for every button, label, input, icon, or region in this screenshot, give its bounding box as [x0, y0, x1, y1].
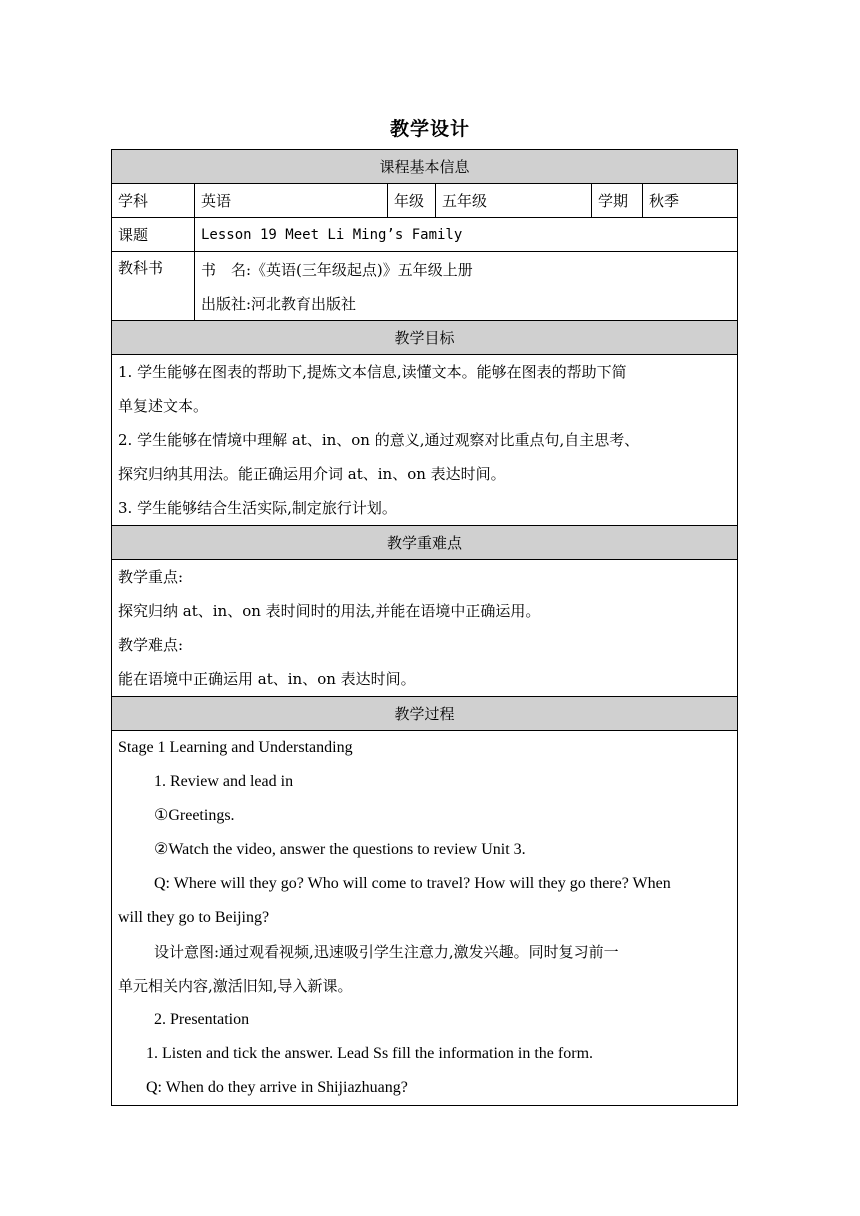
difficulty-heading: 教学难点:	[118, 636, 184, 654]
textbook-publisher: 出版社:河北教育出版社	[201, 295, 357, 313]
objective-line: 2. 学生能够在情境中理解 at、in、on 的意义,通过观察对比重点句,自主思考、	[118, 431, 640, 449]
process-cell	[112, 731, 738, 1106]
objective-line: 探究归纳其用法。能正确运用介词 at、in、on 表达时间。	[118, 465, 506, 483]
key-point-heading: 教学重点:	[118, 568, 184, 586]
difficulty-text: 能在语境中正确运用 at、in、on 表达时间。	[118, 670, 416, 688]
stage-heading: Stage 1 Learning and Understanding	[118, 739, 353, 756]
objective-line: 3. 学生能够结合生活实际,制定旅行计划。	[118, 499, 397, 517]
section-header-process: 教学过程	[112, 697, 738, 731]
listen-line: 1. Listen and tick the answer. Lead Ss fill the information in the form.	[146, 1045, 594, 1062]
step-presentation: 2. Presentation	[154, 1011, 250, 1028]
term-label: 学期	[592, 184, 643, 218]
grade-label: 年级	[388, 184, 436, 218]
design-intent-cont: 单元相关内容,激活旧知,导入新课。	[118, 977, 353, 995]
key-points-cell	[112, 560, 738, 697]
key-point-text: 探究归纳 at、in、on 表时间时的用法,并能在语境中正确运用。	[118, 602, 541, 620]
video-line: ②Watch the video, answer the questions to review Unit 3.	[154, 841, 526, 858]
objective-line: 1. 学生能够在图表的帮助下,提炼文本信息,读懂文本。能够在图表的帮助下简	[118, 363, 627, 381]
section-header-key-points: 教学重难点	[112, 526, 738, 560]
lesson-plan-table	[111, 149, 738, 1106]
question-line-cont: will they go to Beijing?	[118, 909, 270, 926]
topic-value: Lesson 19 Meet Li Ming’s Family	[195, 218, 738, 252]
objective-line: 单复述文本。	[118, 397, 209, 415]
arrival-question: Q: When do they arrive in Shijiazhuang?	[146, 1079, 408, 1096]
subject-value: 英语	[195, 184, 388, 218]
subject-label: 学科	[112, 184, 195, 218]
topic-label: 课题	[112, 218, 195, 252]
question-line: Q: Where will they go? Who will come to travel? How will they go there? When	[154, 875, 671, 892]
textbook-label: 教科书	[112, 252, 195, 321]
section-header-objectives: 教学目标	[112, 321, 738, 355]
page-title: 教学设计	[389, 118, 470, 140]
objectives-cell	[112, 355, 738, 526]
section-header-basic-info: 课程基本信息	[112, 150, 738, 184]
design-intent: 设计意图:通过观看视频,迅速吸引学生注意力,激发兴趣。同时复习前一	[154, 943, 619, 961]
grade-value: 五年级	[436, 184, 592, 218]
step-review: 1. Review and lead in	[154, 773, 294, 790]
textbook-name: 书 名:《英语(三年级起点)》五年级上册	[201, 261, 473, 279]
term-value: 秋季	[643, 184, 738, 218]
greetings-line: ①Greetings.	[154, 807, 235, 824]
